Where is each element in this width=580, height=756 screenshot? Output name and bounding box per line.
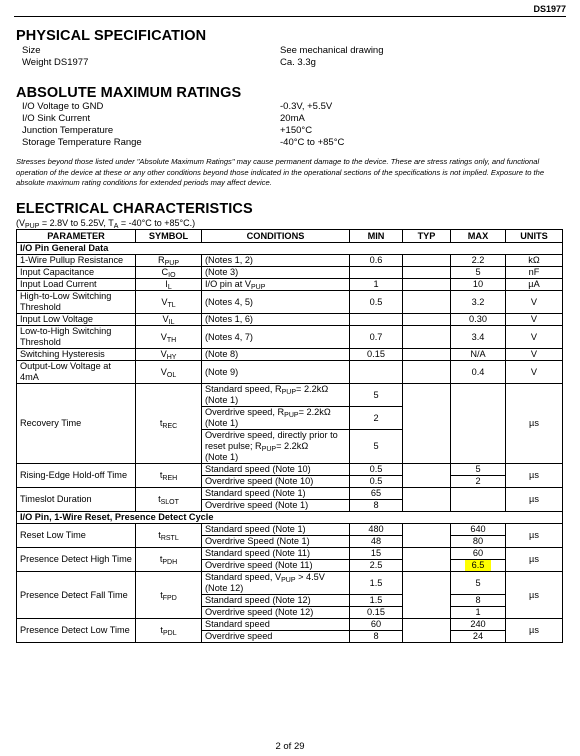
conditions-cell: (Notes 4, 5) <box>202 291 350 314</box>
table-row <box>17 572 563 595</box>
conditions-cell: (Note 9) <box>202 361 350 384</box>
symbol-cell: $V_{TL}$ <box>136 291 202 314</box>
rating-value: +150°C <box>280 125 313 136</box>
conditions-cell: Overdrive speed, directly prior to reset pulse; $R_{PUP}= 2.2k\Omega$ (Note 1) <box>202 430 350 464</box>
max-cell: 240 <box>451 619 506 631</box>
symbol-cell: $t_{FPD}$ <box>136 572 202 619</box>
units-cell: V <box>506 326 563 349</box>
page-number: 2 of 29 <box>275 741 305 752</box>
conditions-cell: Overdrive speed (Note 12) <box>202 607 350 619</box>
min-cell: 15 <box>350 548 403 560</box>
min-cell: 0.15 <box>350 349 403 361</box>
max-cell: N/A <box>451 349 506 361</box>
table-row <box>17 619 563 631</box>
header-cell: TYP <box>403 230 451 243</box>
stress-note: Stresses beyond those listed under "Absolute Maximum Ratings" may cause permanent damage to the device. These are stress ratings only, and functional operation of the device at these or any other conditions beyond those indicated in the operational sections of the specifications is not implied. Exposure to the absolute maximum rating conditions for extended periods may affect device. <box>16 157 545 187</box>
rating-label: I/O Voltage to GND <box>22 101 104 112</box>
param-cell: Low-to-High Switching Threshold <box>17 326 136 349</box>
symbol-cell: $V_{HY}$ <box>136 349 202 361</box>
spec-label: Weight DS1977 <box>22 57 89 68</box>
table-row <box>17 524 563 536</box>
rating-label: Junction Temperature <box>22 125 114 136</box>
min-cell: 1 <box>350 279 403 291</box>
min-cell: 480 <box>350 524 403 536</box>
conditions-cell: Overdrive speed <box>202 631 350 643</box>
electrical-title: ELECTRICAL CHARACTERISTICS <box>16 201 253 217</box>
spec-row <box>22 45 562 57</box>
header-cell: SYMBOL <box>136 230 202 243</box>
document-id: DS1977 <box>533 4 566 14</box>
table-row <box>17 255 563 267</box>
units-cell: V <box>506 314 563 326</box>
max-cell: 60 <box>451 548 506 560</box>
symbol-cell: $I_L$ <box>136 279 202 291</box>
rating-row <box>22 125 562 137</box>
max-cell <box>451 560 506 572</box>
units-cell: V <box>506 349 563 361</box>
symbol-cell: $V_{OL}$ <box>136 361 202 384</box>
max-cell: 0.4 <box>451 361 506 384</box>
max-cell: 640 <box>451 524 506 536</box>
min-cell: 65 <box>350 488 403 500</box>
rating-row <box>22 137 562 149</box>
typ-cell <box>403 279 451 291</box>
units-cell: µA <box>506 279 563 291</box>
min-cell: 2.5 <box>350 560 403 572</box>
conditions-cell: Overdrive speed, $R_{PUP}= 2.2k\Omega$ (Note 1) <box>202 407 350 430</box>
max-cell: 2.2 <box>451 255 506 267</box>
max-cell: 10 <box>451 279 506 291</box>
conditions-cell: Standard speed, $V_{PUP} > 4.5V$ (Note 12) <box>202 572 350 595</box>
min-cell: 8 <box>350 500 403 512</box>
param-cell: 1-Wire Pullup Resistance <box>17 255 136 267</box>
min-cell: 1.5 <box>350 595 403 607</box>
conditions-cell: Standard speed (Note 1) <box>202 488 350 500</box>
param-cell: Timeslot Duration <box>17 488 136 512</box>
conditions-cell: Standard speed (Note 12) <box>202 595 350 607</box>
units-cell: µs <box>506 524 563 548</box>
typ-cell <box>403 524 451 548</box>
conditions-cell: (Notes 1, 2) <box>202 255 350 267</box>
symbol-cell: $t_{REC}$ <box>136 384 202 464</box>
min-cell <box>350 314 403 326</box>
units-cell: µs <box>506 572 563 619</box>
section-heading: I/O Pin, 1-Wire Reset, Presence Detect Cycle <box>17 512 563 524</box>
min-cell: 5 <box>350 430 403 464</box>
min-cell: 5 <box>350 384 403 407</box>
symbol-cell: $R_{PUP}$ <box>136 255 202 267</box>
symbol-cell: $t_{RSTL}$ <box>136 524 202 548</box>
typ-cell <box>403 326 451 349</box>
max-cell: 3.4 <box>451 326 506 349</box>
units-cell: V <box>506 291 563 314</box>
abs-max-title: ABSOLUTE MAXIMUM RATINGS <box>16 85 242 101</box>
table-row <box>17 291 563 314</box>
min-cell: 0.7 <box>350 326 403 349</box>
param-cell: Presence Detect Fall Time <box>17 572 136 619</box>
units-cell: µs <box>506 548 563 572</box>
max-cell: 1 <box>451 607 506 619</box>
typ-cell <box>403 349 451 361</box>
conditions-cell: Standard speed, $R_{PUP}= 2.2k\Omega$ (Note 1) <box>202 384 350 407</box>
units-cell: kΩ <box>506 255 563 267</box>
spec-row <box>22 57 562 69</box>
table-row <box>17 314 563 326</box>
table-row <box>17 349 563 361</box>
rating-value: -0.3V, +5.5V <box>280 101 333 112</box>
max-cell: 24 <box>451 631 506 643</box>
param-cell: High-to-Low Switching Threshold <box>17 291 136 314</box>
units-cell: nF <box>506 267 563 279</box>
conditions-cell: I/O pin at $V_{PUP}$ <box>202 279 350 291</box>
header-rule <box>14 16 566 17</box>
units-cell: µs <box>506 619 563 643</box>
highlighted-value: 6.5 <box>465 560 492 571</box>
rating-value: 20mA <box>280 113 305 124</box>
min-cell: 0.6 <box>350 255 403 267</box>
typ-cell <box>403 572 451 619</box>
units-cell: V <box>506 361 563 384</box>
typ-cell <box>403 384 451 464</box>
max-cell: 3.2 <box>451 291 506 314</box>
typ-cell <box>403 255 451 267</box>
section-heading: I/O Pin General Data <box>17 243 563 255</box>
typ-cell <box>403 488 451 512</box>
symbol-cell: $t_{PDH}$ <box>136 548 202 572</box>
param-cell: Input Low Voltage <box>17 314 136 326</box>
test-conditions: ($V_{PUP} = 2.8V$ to 5.25V, $T_A = -40^\circ C$ to +85°C.) <box>16 218 196 230</box>
table-row <box>17 488 563 500</box>
header-cell: UNITS <box>506 230 563 243</box>
table-row <box>17 361 563 384</box>
rating-row <box>22 101 562 113</box>
min-cell: 1.5 <box>350 572 403 595</box>
symbol-cell: $t_{REH}$ <box>136 464 202 488</box>
physical-spec-title: PHYSICAL SPECIFICATION <box>16 28 207 44</box>
max-cell <box>451 488 506 512</box>
electrical-table <box>16 229 563 643</box>
typ-cell <box>403 291 451 314</box>
conditions-cell: Standard speed (Note 10) <box>202 464 350 476</box>
max-cell: 5 <box>451 267 506 279</box>
typ-cell <box>403 314 451 326</box>
header-cell: MIN <box>350 230 403 243</box>
table-row <box>17 267 563 279</box>
max-cell: 5 <box>451 464 506 476</box>
conditions-cell: Standard speed (Note 1) <box>202 524 350 536</box>
table-row <box>17 279 563 291</box>
param-cell: Output-Low Voltage at 4mA <box>17 361 136 384</box>
table-row <box>17 384 563 407</box>
units-cell: µs <box>506 488 563 512</box>
table-row <box>17 464 563 476</box>
symbol-cell: $t_{SLOT}$ <box>136 488 202 512</box>
header-cell: MAX <box>451 230 506 243</box>
min-cell: 0.5 <box>350 476 403 488</box>
typ-cell <box>403 464 451 488</box>
min-cell <box>350 267 403 279</box>
table-row <box>17 326 563 349</box>
min-cell: 48 <box>350 536 403 548</box>
param-cell: Rising-Edge Hold-off Time <box>17 464 136 488</box>
spec-value: See mechanical drawing <box>280 45 384 56</box>
min-cell: 60 <box>350 619 403 631</box>
max-cell: 2 <box>451 476 506 488</box>
conditions-cell: (Notes 1, 6) <box>202 314 350 326</box>
table-header-row <box>17 230 563 243</box>
param-cell: Input Capacitance <box>17 267 136 279</box>
rating-value: -40°C to +85°C <box>280 137 345 148</box>
max-cell: 8 <box>451 595 506 607</box>
rating-label: I/O Sink Current <box>22 113 91 124</box>
conditions-cell: Standard speed (Note 11) <box>202 548 350 560</box>
param-cell: Presence Detect High Time <box>17 548 136 572</box>
conditions-cell: Overdrive speed (Note 11) <box>202 560 350 572</box>
symbol-cell: $C_{IO}$ <box>136 267 202 279</box>
min-cell <box>350 361 403 384</box>
table-row <box>17 548 563 560</box>
typ-cell <box>403 267 451 279</box>
max-cell: 5 <box>451 572 506 595</box>
rating-row <box>22 113 562 125</box>
header-cell: PARAMETER <box>17 230 136 243</box>
param-cell: Recovery Time <box>17 384 136 464</box>
spec-value: Ca. 3.3g <box>280 57 316 68</box>
symbol-cell: $V_{IL}$ <box>136 314 202 326</box>
conditions-cell: (Note 3) <box>202 267 350 279</box>
typ-cell <box>403 619 451 643</box>
typ-cell <box>403 361 451 384</box>
param-cell: Presence Detect Low Time <box>17 619 136 643</box>
param-cell: Input Load Current <box>17 279 136 291</box>
symbol-cell: $V_{TH}$ <box>136 326 202 349</box>
conditions-cell: Overdrive Speed (Note 1) <box>202 536 350 548</box>
symbol-cell: $t_{PDL}$ <box>136 619 202 643</box>
units-cell: µs <box>506 384 563 464</box>
rating-label: Storage Temperature Range <box>22 137 142 148</box>
min-cell: 0.5 <box>350 291 403 314</box>
typ-cell <box>403 548 451 572</box>
max-cell <box>451 384 506 464</box>
conditions-cell: Standard speed <box>202 619 350 631</box>
min-cell: 2 <box>350 407 403 430</box>
conditions-cell: (Note 8) <box>202 349 350 361</box>
header-cell: CONDITIONS <box>202 230 350 243</box>
conditions-cell: (Notes 4, 7) <box>202 326 350 349</box>
min-cell: 0.5 <box>350 464 403 476</box>
max-cell: 0.30 <box>451 314 506 326</box>
min-cell: 8 <box>350 631 403 643</box>
max-cell: 80 <box>451 536 506 548</box>
conditions-cell: Overdrive speed (Note 1) <box>202 500 350 512</box>
conditions-cell: Overdrive speed (Note 10) <box>202 476 350 488</box>
param-cell: Reset Low Time <box>17 524 136 548</box>
min-cell: 0.15 <box>350 607 403 619</box>
param-cell: Switching Hysteresis <box>17 349 136 361</box>
spec-label: Size <box>22 45 41 56</box>
units-cell: µs <box>506 464 563 488</box>
